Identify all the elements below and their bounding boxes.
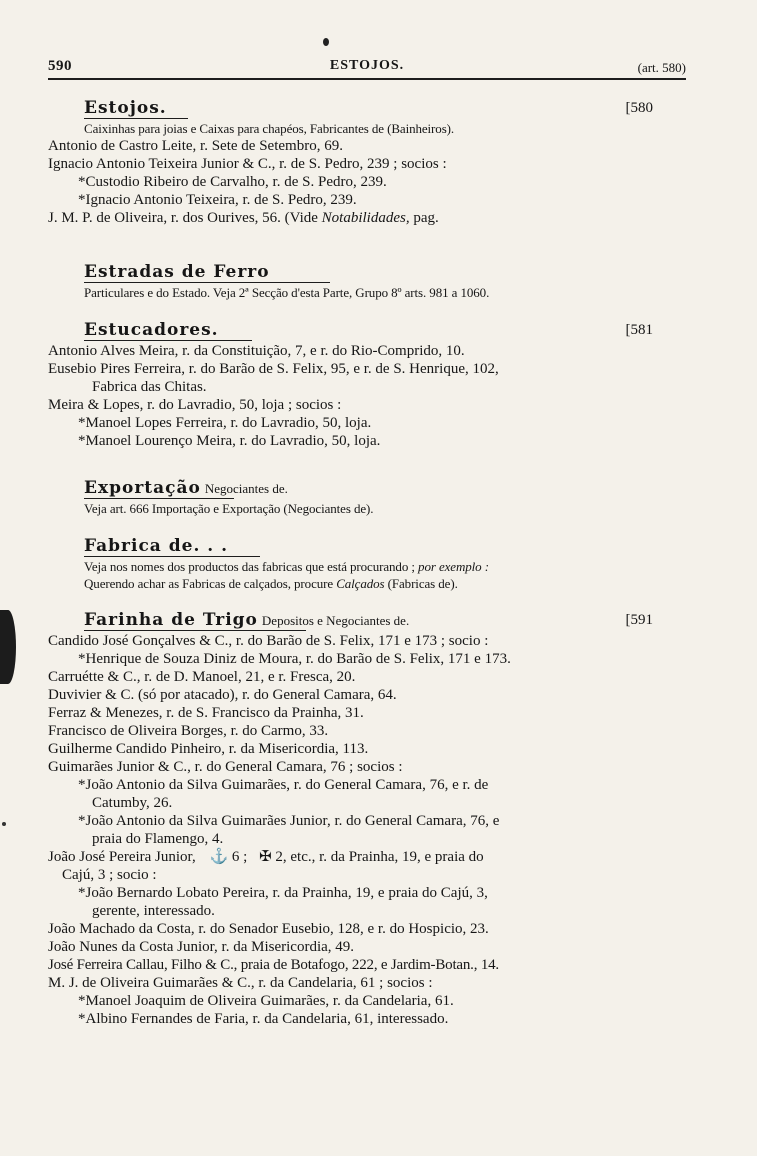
- heading-underline: [84, 340, 252, 341]
- heading-underline: [84, 498, 234, 499]
- list-item: *Manoel Lopes Ferreira, r. do Lavradio, 50, loja.: [78, 415, 372, 431]
- list-item: Ferraz & Menezes, r. de S. Francisco da Prainha, 31.: [48, 705, 364, 721]
- list-item: Antonio Alves Meira, r. da Constituição, 7, e r. do Rio-Comprido, 10.: [48, 343, 465, 359]
- list-item: *Manoel Joaquim de Oliveira Guimarães, r. da Candelaria, 61.: [78, 993, 454, 1009]
- list-item: M. J. de Oliveira Guimarães & C., r. da Candelaria, 61 ; socios :: [48, 975, 433, 991]
- section-heading: Estojos.: [84, 98, 167, 118]
- list-item: *João Antonio da Silva Guimarães Junior, r. do General Camara, 76, e: [78, 813, 500, 829]
- italic-text: Calçados: [336, 576, 385, 591]
- list-item: Ignacio Antonio Teixeira Junior & C., r. de S. Pedro, 239 ; socios :: [48, 156, 447, 172]
- page-number: 590: [48, 58, 72, 74]
- section-note: Particulares e do Estado. Veja 2ª Secção d'esta Parte, Grupo 8º arts. 981 a 1060.: [84, 285, 490, 300]
- list-item: Meira & Lopes, r. do Lavradio, 50, loja ; socios :: [48, 397, 342, 413]
- list-item: João Machado da Costa, r. do Senador Eusebio, 128, e r. do Hospicio, 23.: [48, 921, 489, 937]
- list-item: *João Antonio da Silva Guimarães, r. do General Camara, 76, e r. de: [78, 777, 489, 793]
- anchor-icon: ⚓: [209, 849, 229, 865]
- entry-text: 2, etc., r. da Prainha, 19, e praia do: [275, 849, 484, 865]
- list-item: gerente, interessado.: [92, 903, 215, 919]
- list-item: Carruétte & C., r. de D. Manoel, 21, e r. Fresca, 20.: [48, 669, 356, 685]
- list-item: praia do Flamengo, 4.: [92, 831, 224, 847]
- section-code: [591: [625, 612, 653, 628]
- list-item: Duvivier & C. (só por atacado), r. do General Camara, 64.: [48, 687, 397, 703]
- section-code: [581: [625, 322, 653, 338]
- italic-text: Notabilidades,: [321, 210, 410, 226]
- list-item: *João Bernardo Lobato Pereira, r. da Prainha, 19, e praia do Cajú, 3,: [78, 885, 488, 901]
- list-item: João Nunes da Costa Junior, r. da Misericordia, 49.: [48, 939, 355, 955]
- ink-dot: [323, 38, 329, 46]
- section-note: Caixinhas para joias e Caixas para chapéos, Fabricantes de (Bainheiros).: [84, 121, 455, 136]
- list-item: Eusebio Pires Ferreira, r. do Barão de S. Felix, 95, e r. de S. Henrique, 102,: [48, 361, 499, 377]
- telegraph-icon: ✠: [259, 849, 272, 865]
- page-title: ESTOJOS.: [329, 58, 405, 73]
- entry-text: J. M. P. de Oliveira, r. dos Ourives, 56. (Vide Notabilidades, pag.: [48, 210, 439, 226]
- page-header: [48, 56, 686, 82]
- entry-text: João José Pereira Junior,: [48, 849, 196, 865]
- list-item: Antonio de Castro Leite, r. Sete de Setembro, 69.: [48, 138, 343, 154]
- heading-text: Exportação: [84, 478, 201, 498]
- list-item: *Ignacio Antonio Teixeira, r. de S. Pedro, 239.: [78, 192, 357, 208]
- section-exportacao: [0, 478, 757, 517]
- section-note: Querendo achar as Fabricas de calçados, procure Calçados (Fabricas de).: [84, 576, 458, 591]
- section-estradas-de-ferro: [0, 262, 757, 301]
- section-heading: Estucadores.: [84, 320, 219, 340]
- list-item: Catumby, 26.: [92, 795, 173, 811]
- section-heading: [84, 478, 288, 498]
- list-item: [48, 209, 757, 227]
- list-item: Guimarães Junior & C., r. do General Camara, 76 ; socios :: [48, 759, 403, 775]
- section-heading: [84, 610, 409, 630]
- italic-text: por exemplo :: [418, 559, 489, 574]
- list-item: José Ferreira Callau, Filho & C., praia de Botafogo, 222, e Jardim-Botan., 14.: [48, 957, 499, 973]
- section-estojos: [0, 98, 757, 227]
- list-item: Cajú, 3 ; socio :: [62, 867, 157, 883]
- list-item: Fabrica das Chitas.: [92, 379, 207, 395]
- list-item: Guilherme Candido Pinheiro, r. da Misericordia, 113.: [48, 741, 369, 757]
- heading-underline: [84, 556, 260, 557]
- section-heading: Estradas de Ferro: [84, 262, 270, 282]
- list-item: Francisco de Oliveira Borges, r. do Carmo, 33.: [48, 723, 329, 739]
- heading-underline: [84, 118, 188, 119]
- heading-text: Farinha de Trigo: [84, 610, 258, 630]
- section-note: Veja art. 666 Importação e Exportação (Negociantes de).: [84, 501, 374, 516]
- article-ref: (art. 580): [637, 60, 686, 75]
- heading-after: Depositos e Negociantes de.: [261, 613, 410, 628]
- section-fabrica-de: [0, 536, 757, 592]
- entry-text: 6 ;: [231, 849, 248, 865]
- heading-underline: [84, 282, 330, 283]
- list-item: *Henrique de Souza Diniz de Moura, r. do Barão de S. Felix, 171 e 173.: [78, 651, 511, 667]
- list-item: *Albino Fernandes de Faria, r. da Candelaria, 61, interessado.: [78, 1011, 449, 1027]
- list-item: [48, 848, 757, 866]
- heading-after: Negociantes de.: [204, 481, 288, 496]
- section-farinha-de-trigo: [0, 610, 757, 1028]
- section-note: Veja nos nomes dos productos das fabricas que está procurando ; por exemplo :: [84, 559, 489, 574]
- section-heading: Fabrica de. . .: [84, 536, 229, 556]
- section-code: [580: [625, 100, 653, 116]
- heading-underline: [84, 630, 306, 631]
- header-rule: [48, 78, 686, 80]
- section-estucadores: [0, 320, 757, 450]
- list-item: Candido José Gonçalves & C., r. do Barão de S. Felix, 171 e 173 ; socio :: [48, 633, 489, 649]
- list-item: *Manoel Lourenço Meira, r. do Lavradio, 50, loja.: [78, 433, 381, 449]
- list-item: *Custodio Ribeiro de Carvalho, r. de S. Pedro, 239.: [78, 174, 387, 190]
